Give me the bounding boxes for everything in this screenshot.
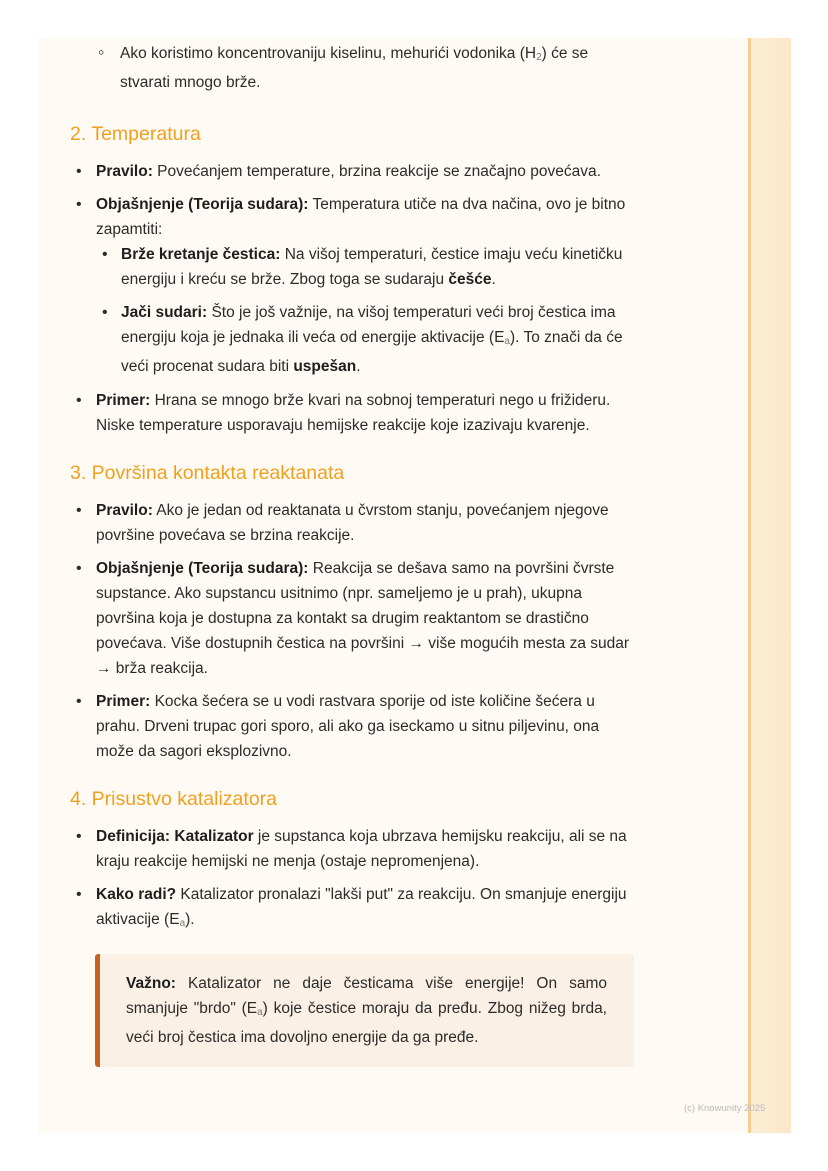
page-side-rule — [748, 38, 751, 1133]
copyright-footer: (c) Knowunity 2025 — [684, 1103, 766, 1114]
section-list-povrsina — [70, 498, 635, 764]
important-note-callout: Važno: Katalizator ne daje česticama više energije! On samo smanjuje "brdo" $(E_a)$ koje čestice moraju da pređu. Zbog nižeg brda, veći broj čestica ima dovoljno energije da ga pređe. — [95, 954, 634, 1067]
list-item: • Jači sudari: Što je još važnije, na višoj temperaturi veći broj čestica ima energiju koja je jednaka ili veća od energije aktivacije $(E_a)$. To znači da će veći procenat sudara biti uspešan. — [96, 300, 635, 379]
list-item: • Kako radi? Katalizator pronalazi "lakši put" za reakciju. On smanjuje energiju aktivacije $(E_a)$. — [70, 882, 635, 936]
list-item: ◦ Ako koristimo koncentrovaniju kiselinu, mehurići vodonika $(H_2)$ će se stvarati mnogo brže. — [70, 41, 635, 95]
list-item: • Definicija: Katalizator je supstanca koja ubrzava hemijsku reakciju, ali se na kraju reakcije hemijski ne menja (ostaje nepromenjena). — [70, 824, 635, 874]
list-item: • Objašnjenje (Teorija sudara): Temperatura utiče na dva načina, ovo je bitno zapamtiti: • Brže kretanje čestica: Na višoj temperaturi, čestice imaju veću kinetičku energiju i kreću se brže. Zbog toga se sudaraju češće. • Jači sudari: Što je još važnije, na višoj temperaturi veći broj čestica ima energiju koja je jednaka ili veća od energije aktivacije $(E_a)$. To znači da će veći procenat sudara biti uspešan. — [70, 192, 635, 379]
list-item: • Objašnjenje (Teorija sudara): Reakcija se dešava samo na površini čvrste supstance. Ako supstancu usitnimo (npr. sameljemo je u prah), ukupna površina koja je dostupna za kontakt sa drugim reaktantom se drastično povećava. Više dostupnih čestica na površini → više mogućih mesta za sudar → brža reakcija. — [70, 556, 635, 681]
list-item: • Primer: Hrana se mnogo brže kvari na sobnoj temperaturi nego u frižideru. Niske temperature usporavaju hemijske reakcije koje izazivaju kvarenje. — [70, 388, 635, 438]
section-heading-povrsina: 3. Površina kontakta reaktanata — [70, 462, 345, 484]
sublist-continuation — [70, 41, 635, 95]
list-item: • Pravilo: Povećanjem temperature, brzina reakcije se značajno povećava. — [70, 159, 635, 184]
document-content — [70, 38, 635, 1067]
nested-list — [96, 242, 635, 379]
section-heading-katalizator: 4. Prisustvo katalizatora — [70, 788, 278, 810]
list-item: • Primer: Kocka šećera se u vodi rastvara sporije od iste količine šećera u prahu. Drveni trupac gori sporo, ali ako ga iseckamo u sitnu piljevinu, ona može da sagori eksplozivno. — [70, 689, 635, 764]
page-side-margin — [748, 38, 791, 1133]
section-list-katalizator — [70, 824, 635, 936]
list-item: • Pravilo: Ako je jedan od reaktanata u čvrstom stanju, povećanjem njegove površine povećava se brzina reakcije. — [70, 498, 635, 548]
section-heading-temperatura: 2. Temperatura — [70, 123, 201, 145]
list-item: • Brže kretanje čestica: Na višoj temperaturi, čestice imaju veću kinetičku energiju i kreću se brže. Zbog toga se sudaraju češće. — [96, 242, 635, 292]
section-list-temperatura — [70, 159, 635, 438]
